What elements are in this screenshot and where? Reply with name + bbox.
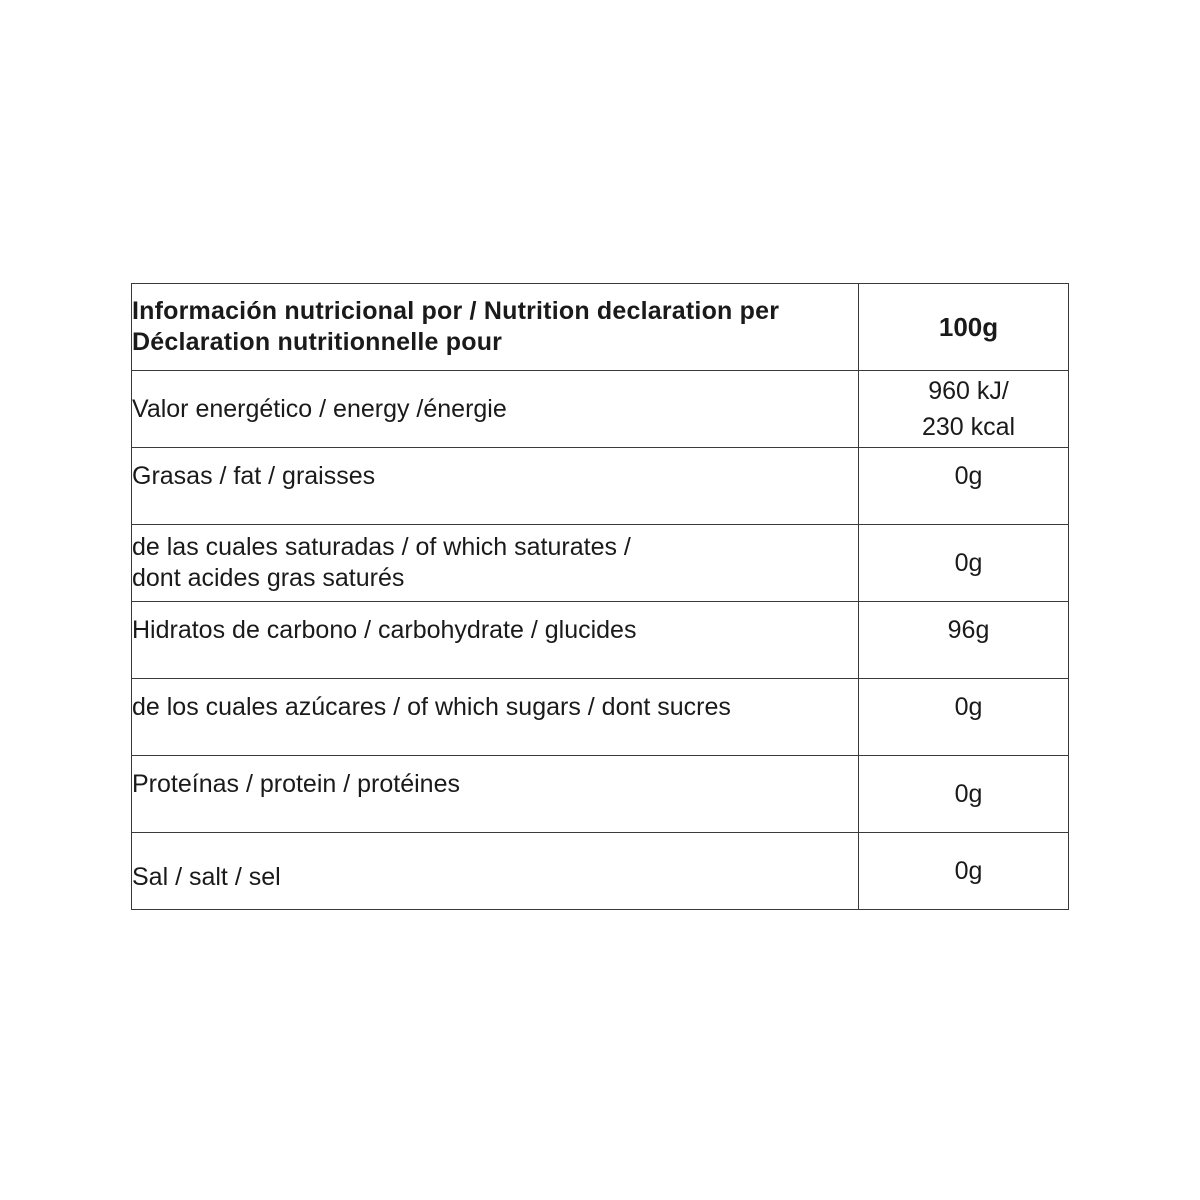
table-row xyxy=(132,833,1069,910)
header-label-cell xyxy=(132,284,859,371)
row-label-cell xyxy=(132,448,859,525)
energy-value-kcal: 230 kcal xyxy=(921,413,1016,441)
header-label-line: Déclaration nutritionnelle pour xyxy=(132,328,503,356)
row-label-cell xyxy=(132,371,859,448)
row-label-cell xyxy=(132,602,859,679)
row-label-cell xyxy=(132,679,859,756)
nutrition-table xyxy=(131,283,1069,910)
row-label-cell xyxy=(132,756,859,833)
row-value-cell xyxy=(859,371,1069,448)
carbohydrate-value: 96g xyxy=(947,616,990,644)
table-row xyxy=(132,756,1069,833)
energy-value-kj: 960 kJ/ xyxy=(928,377,1009,405)
fat-label: Grasas / fat / graisses xyxy=(132,461,376,490)
sugars-value: 0g xyxy=(954,693,983,721)
header-value: 100g xyxy=(938,312,999,342)
table-row xyxy=(132,602,1069,679)
row-label-cell xyxy=(132,525,859,602)
saturates-value: 0g xyxy=(954,549,983,577)
table-row xyxy=(132,448,1069,525)
sugars-label: de los cuales azúcares / of which sugars / dont sucres xyxy=(132,692,731,721)
table-row xyxy=(132,525,1069,602)
energy-label: Valor energético / energy /énergie xyxy=(132,394,507,423)
header-value-cell xyxy=(859,284,1069,371)
table-header-row xyxy=(132,284,1069,371)
row-value-cell xyxy=(859,602,1069,679)
header-label-line: Información nutricional por / Nutrition declaration per xyxy=(132,297,780,325)
carbohydrate-label: Hidratos de carbono / carbohydrate / glucides xyxy=(132,615,637,644)
row-value-cell xyxy=(859,679,1069,756)
saturates-label-line: de las cuales saturadas / of which saturates / xyxy=(132,533,631,561)
row-value-cell xyxy=(859,833,1069,910)
row-value-cell xyxy=(859,448,1069,525)
row-label-cell xyxy=(132,833,859,910)
protein-label: Proteínas / protein / protéines xyxy=(132,769,460,798)
salt-value: 0g xyxy=(954,857,983,885)
protein-value: 0g xyxy=(954,780,983,808)
salt-label: Sal / salt / sel xyxy=(132,862,281,891)
row-value-cell xyxy=(859,756,1069,833)
row-value-cell xyxy=(859,525,1069,602)
saturates-label-line: dont acides gras saturés xyxy=(132,564,405,592)
table-row xyxy=(132,371,1069,448)
table-row xyxy=(132,679,1069,756)
fat-value: 0g xyxy=(954,462,983,490)
